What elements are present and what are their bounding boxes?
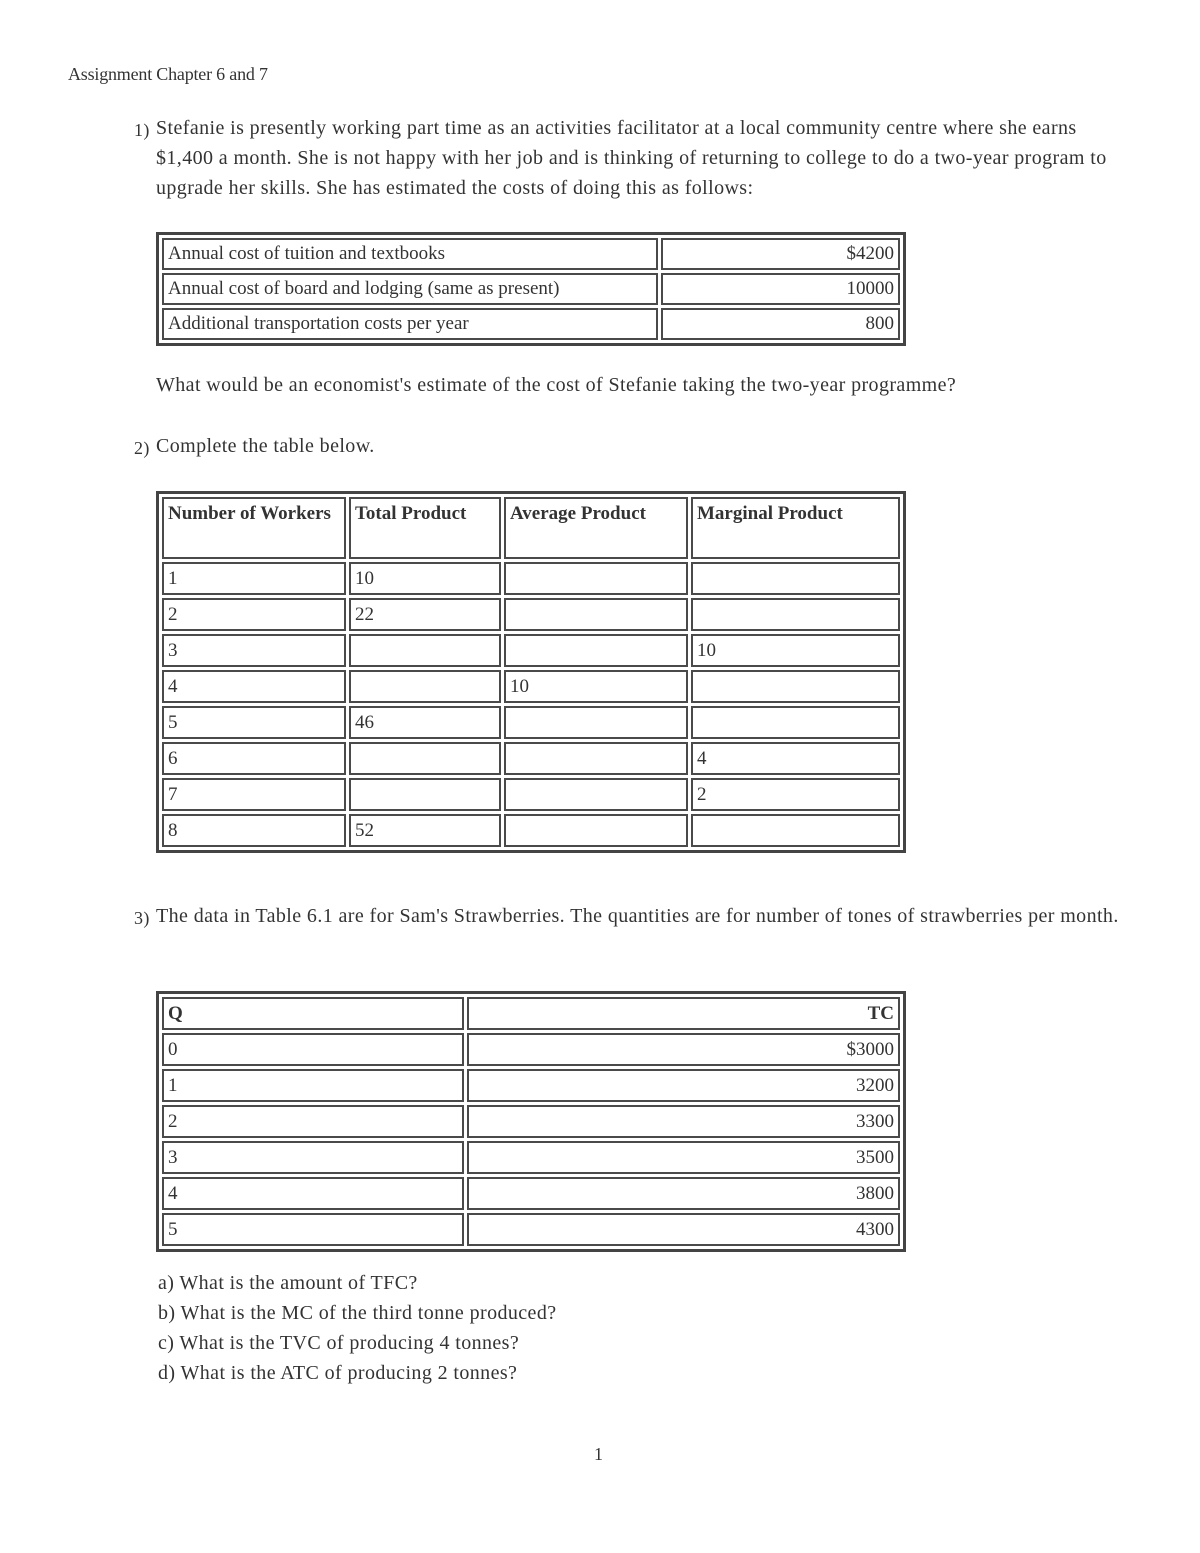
subquestion-a: a) What is the amount of TFC? <box>158 1272 418 1294</box>
cost-value: 800 <box>661 308 900 340</box>
question-1-text: Stefanie is presently working part time as an activities facilitator at a local community centre where she earns $1,400 a month. She is not happy with her job and is thinking of returning to college to do a two-year program to upgrade her skills. She has estimated the costs of doing this as follows: <box>156 117 1107 199</box>
subquestion-c: c) What is the TVC of producing 4 tonnes? <box>158 1332 520 1354</box>
table-cell: 8 <box>162 814 346 847</box>
question-3-number: 3) <box>134 908 150 928</box>
table-cell <box>504 742 688 775</box>
cost-label: Annual cost of tuition and textbooks <box>162 238 658 270</box>
table-cell <box>504 814 688 847</box>
table-cell: 52 <box>349 814 501 847</box>
document-header: Assignment Chapter 6 and 7 <box>68 64 268 84</box>
total-cost-cell: 3800 <box>467 1177 900 1210</box>
table-cell <box>349 742 501 775</box>
table-cell <box>691 814 900 847</box>
page-number: 1 <box>594 1444 603 1464</box>
subquestion-d: d) What is the ATC of producing 2 tonnes? <box>158 1362 518 1384</box>
table-header-row <box>162 497 900 559</box>
table-row <box>162 1105 900 1138</box>
table-cell <box>691 598 900 631</box>
total-cost-cell: 4300 <box>467 1213 900 1246</box>
table-cell: 2 <box>691 778 900 811</box>
table-cell: 10 <box>504 670 688 703</box>
question-2 <box>134 431 1134 461</box>
column-header-tc: TC <box>467 997 900 1030</box>
question-1-number: 1) <box>134 120 150 140</box>
cost-label: Annual cost of board and lodging (same as present) <box>162 273 658 305</box>
question-2-number: 2) <box>134 438 150 458</box>
total-cost-cell: 3200 <box>467 1069 900 1102</box>
table-cell: 5 <box>162 706 346 739</box>
total-cost-cell: $3000 <box>467 1033 900 1066</box>
quantity-cell: 3 <box>162 1141 464 1174</box>
quantity-cell: 1 <box>162 1069 464 1102</box>
table-row <box>162 273 900 305</box>
table-cell: 1 <box>162 562 346 595</box>
table-cell <box>349 634 501 667</box>
table-row <box>162 634 900 667</box>
table-row <box>162 814 900 847</box>
question-1 <box>134 113 1134 203</box>
table-row <box>162 778 900 811</box>
table-row <box>162 670 900 703</box>
table-row <box>162 1033 900 1066</box>
table-cell <box>691 706 900 739</box>
question-3-text: The data in Table 6.1 are for Sam's Strawberries. The quantities are for number of tones of strawberries per month. <box>156 905 1119 927</box>
table-row <box>162 562 900 595</box>
table-row <box>162 1177 900 1210</box>
table-cell <box>504 778 688 811</box>
table-cell: 3 <box>162 634 346 667</box>
quantity-cell: 5 <box>162 1213 464 1246</box>
table-row <box>162 598 900 631</box>
quantity-cell: 0 <box>162 1033 464 1066</box>
table-cell: 7 <box>162 778 346 811</box>
table-cell <box>504 598 688 631</box>
table-cell <box>349 778 501 811</box>
table-row <box>162 1141 900 1174</box>
question-3 <box>134 901 1134 931</box>
question-3-subquestions <box>158 1268 557 1388</box>
total-cost-cell: 3500 <box>467 1141 900 1174</box>
cost-value: 10000 <box>661 273 900 305</box>
column-header: Number of Workers <box>162 497 346 559</box>
strawberry-cost-table <box>156 991 906 1252</box>
table-cell <box>349 670 501 703</box>
table-row <box>162 1213 900 1246</box>
table-header-row <box>162 997 900 1030</box>
table-cell <box>504 634 688 667</box>
table-row <box>162 1069 900 1102</box>
table-cell: 10 <box>349 562 501 595</box>
table-cell: 4 <box>691 742 900 775</box>
table-cell <box>504 562 688 595</box>
table-cell: 46 <box>349 706 501 739</box>
cost-value: $4200 <box>661 238 900 270</box>
total-cost-cell: 3300 <box>467 1105 900 1138</box>
table-row <box>162 308 900 340</box>
cost-label: Additional transportation costs per year <box>162 308 658 340</box>
table-cell: 10 <box>691 634 900 667</box>
column-header: Average Product <box>504 497 688 559</box>
subquestion-b: b) What is the MC of the third tonne produced? <box>158 1302 557 1324</box>
table-cell <box>504 706 688 739</box>
question-2-text: Complete the table below. <box>156 435 375 457</box>
table-cell: 6 <box>162 742 346 775</box>
table-cell: 2 <box>162 598 346 631</box>
table-cell: 4 <box>162 670 346 703</box>
column-header: Total Product <box>349 497 501 559</box>
production-table <box>156 491 906 853</box>
table-row <box>162 706 900 739</box>
quantity-cell: 4 <box>162 1177 464 1210</box>
table-cell <box>691 562 900 595</box>
table-row <box>162 742 900 775</box>
table-cell: 22 <box>349 598 501 631</box>
quantity-cell: 2 <box>162 1105 464 1138</box>
cost-table <box>156 232 906 346</box>
table-cell <box>691 670 900 703</box>
table-row <box>162 238 900 270</box>
question-1-prompt: What would be an economist's estimate of the cost of Stefanie taking the two-year programme? <box>156 374 957 396</box>
column-header-q: Q <box>162 997 464 1030</box>
column-header: Marginal Product <box>691 497 900 559</box>
